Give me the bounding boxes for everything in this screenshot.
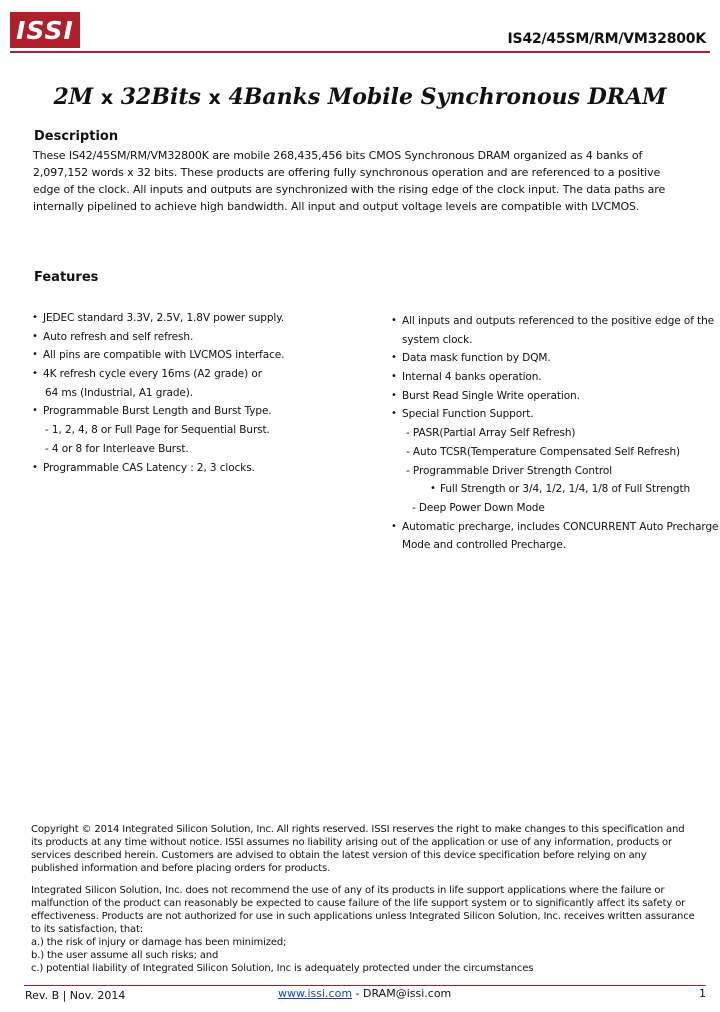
feature-item: • 4K refresh cycle every 16ms (A2 grade) or: [32, 365, 362, 384]
feature-subitem: - Programmable Driver Strength Control: [406, 464, 613, 477]
bullet-icon: •: [32, 405, 38, 417]
features-list-right: [391, 312, 719, 555]
bullet-icon: •: [32, 368, 38, 380]
svg-text:ISSI: ISSI: [16, 16, 74, 45]
life-support-item-c: c.) potential liability of Integrated Silicon Solution, Inc is adequately protected under the circumstances: [31, 963, 534, 974]
feature-subitem: - 1, 2, 4, 8 or Full Page for Sequential Burst.: [45, 424, 270, 437]
feature-item: • All inputs and outputs referenced to the positive edge of the: [391, 312, 711, 331]
feature-subsubitem: • Full Strength or 3/4, 1/2, 1/4, 1/8 of Full Strength: [391, 480, 711, 499]
website-link[interactable]: www.issi.com: [278, 987, 353, 1000]
bullet-icon: •: [430, 483, 436, 495]
feature-item-continuation: system clock.: [402, 333, 473, 346]
bullet-icon: •: [391, 352, 397, 364]
contact-separator: -: [352, 987, 364, 1000]
feature-item-continuation: Mode and controlled Precharge.: [402, 539, 566, 552]
description-heading: Description: [34, 129, 119, 144]
bullet-icon: •: [391, 408, 397, 420]
life-support-item-a: a.) the risk of injury or damage has been minimized;: [31, 937, 287, 948]
feature-item: • JEDEC standard 3.3V, 2.5V, 1.8V power supply.: [32, 309, 362, 328]
bullet-icon: •: [32, 461, 38, 473]
feature-subitem: - PASR(Partial Array Self Refresh): [406, 427, 576, 440]
feature-subitem: - Auto TCSR(Temperature Compensated Self Refresh): [406, 445, 681, 458]
bullet-icon: •: [391, 389, 397, 401]
feature-item: • Automatic precharge, includes CONCURRENT Auto Precharge: [391, 518, 711, 537]
issi-logo-graphic: [10, 12, 82, 48]
contact-email: DRAM@issi.com: [363, 987, 452, 1000]
title-part-1: 2M: [53, 84, 101, 110]
title-part-3: 4Banks Mobile Synchronous DRAM: [220, 84, 667, 110]
document-part-number: IS42/45SM/RM/VM32800K: [507, 31, 706, 47]
title-times-2: x: [208, 87, 221, 109]
bullet-icon: •: [32, 330, 38, 342]
bullet-icon: •: [391, 520, 397, 532]
feature-item: • Burst Read Single Write operation.: [391, 387, 711, 406]
issi-logo: [10, 12, 82, 48]
title-part-2: 32Bits: [113, 84, 209, 110]
life-support-notice: [31, 884, 696, 975]
bullet-icon: •: [32, 349, 38, 361]
feature-item: • Programmable CAS Latency : 2, 3 clocks.: [32, 459, 362, 478]
feature-item-continuation: 64 ms (Industrial, A1 grade).: [45, 386, 194, 399]
bullet-icon: •: [391, 315, 397, 326]
life-support-item-b: b.) the user assume all such risks; and: [31, 950, 219, 961]
feature-subitem: - Deep Power Down Mode: [412, 501, 545, 514]
feature-subitem: - 4 or 8 for Interleave Burst.: [45, 442, 189, 455]
copyright-notice: [31, 823, 696, 875]
feature-item: • Special Function Support.: [391, 405, 711, 424]
copyright-text: Copyright © 2014 Integrated Silicon Solution, Inc. All rights reserved. ISSI reserves the right to make changes to this specification and its products at any time without notice. ISSI assumes no liability arising out of the application or use of any information, products or services described herein. Customers are advised to obtain the latest version of this device specification before relying on any published information and before placing orders for products.: [31, 824, 685, 874]
description-body: These IS42/45SM/RM/VM32800K are mobile 268,435,456 bits CMOS Synchronous DRAM organized as 4 banks of 2,097,152 words x 32 bits. These products are offering fully synchronous operation and are referenced to a positive edge of the clock. All inputs and outputs are synchronized with the rising edge of the clock input. The data paths are internally pipelined to achieve high bandwidth. All input and output voltage levels are compatible with LVCMOS.: [33, 149, 666, 213]
feature-item: • Auto refresh and self refresh.: [32, 328, 362, 347]
title-times-1: x: [100, 87, 114, 109]
footer-contact: [278, 987, 451, 1000]
feature-item: • All pins are compatible with LVCMOS interface.: [32, 346, 362, 365]
revision-info: Rev. B | Nov. 2014: [25, 989, 126, 1002]
page-number: 1: [699, 987, 706, 1000]
footer-divider: [24, 985, 706, 986]
life-support-intro: Integrated Silicon Solution, Inc. does not recommend the use of any of its products in life support applications where the failure or malfunction of the product can reasonably be expected to cause failure of the life support system or to significantly affect its safety or effectiveness. Products are not authorized for use in such applications unless Integrated Silicon Solution, Inc. receives written assurance to its satisfaction, that:: [31, 885, 695, 935]
features-list-left: [32, 309, 362, 477]
bullet-icon: •: [32, 312, 38, 323]
feature-item: • Data mask function by DQM.: [391, 349, 711, 368]
header-divider: [10, 51, 710, 53]
bullet-icon: •: [391, 371, 397, 383]
feature-item: • Internal 4 banks operation.: [391, 368, 711, 387]
features-heading: Features: [34, 270, 99, 285]
feature-item: • Programmable Burst Length and Burst Type.: [32, 402, 362, 421]
document-title: [0, 84, 720, 110]
